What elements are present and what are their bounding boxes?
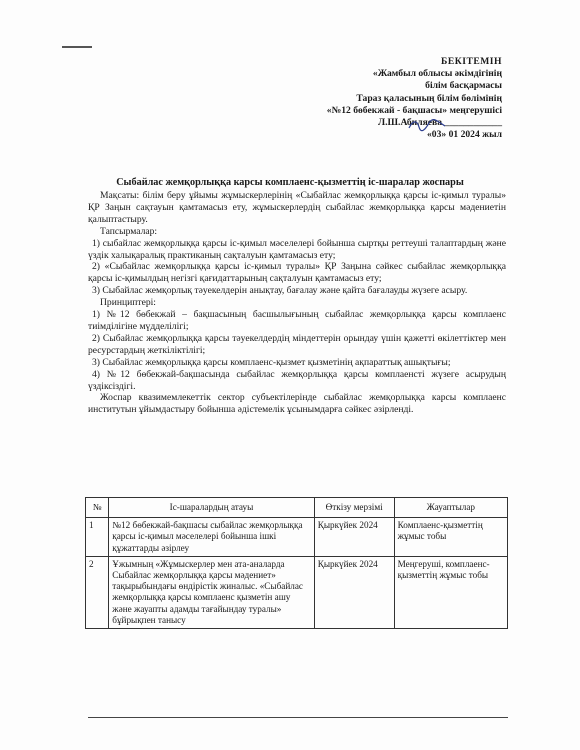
- principle-item-2: 2) Сыбайлас жемқорлыққа қарсы тәуекелдердің міндеттерін орындау үшін қажетті өкілеттіктер мен ресурстардың жеткіліктілігі;: [88, 332, 506, 356]
- row-deadline: Қыркүйек 2024: [314, 556, 394, 628]
- table-row: [86, 556, 508, 628]
- row-activity: №12 бөбекжай-бақшасы сыбайлас жемқорлыққа қарсы іс-қимыл мәселелері бойынша ішкі құжаттарды әзірлеу: [109, 518, 314, 557]
- header-responsible: Жауаптылар: [394, 498, 507, 518]
- principle-item-3: 3) Сыбайлас жемқорлыққа қарсы комплаенс-қызмет қызметінің ақпараттық ашықтығы;: [92, 356, 451, 368]
- plan-note-paragraph: Жоспар квазимемлекеттік сектор субъектілерінде сыбайлас жемқорлыққа карсы комплаенс институтын ұйымдастыру бойынша әдістемелік ұсынымдарға сәйкес әзірленді.: [88, 392, 506, 416]
- director-name: Л.Ш.Абиляева: [377, 117, 443, 129]
- table-header-row: [86, 498, 508, 518]
- row-number: 2: [86, 556, 109, 628]
- header-deadline: Өткізу мерзімі: [314, 498, 394, 518]
- document-body: [88, 190, 506, 416]
- row-responsible: Комплаенс-қызметтің жұмыс тобы: [394, 518, 507, 557]
- approval-line-2: білім басқармасы: [425, 80, 502, 92]
- principles-heading: Принциптері:: [100, 297, 156, 309]
- activities-table: [85, 497, 508, 629]
- task-item-1: 1) сыбайлас жемқорлыққа қарсы іс-қимыл мәселелері бойынша сыртқы реттеуші талаптардың және үздік халықаралық практиканың сақталуын қамтамасыз ету;: [88, 237, 506, 261]
- top-rule: [62, 46, 92, 48]
- approval-line-3: Тараз қаласының білім бөлімінің: [356, 92, 502, 104]
- table-row: [86, 518, 508, 557]
- approval-line-4: «№12 бөбекжай - бақшасы» меңгерушісі: [326, 104, 502, 116]
- approval-date: «03» 01 2024 жыл: [427, 129, 502, 141]
- row-activity: Ұжымның «Жұмыскерлер мен ата-аналарда Сыбайлас жемқорлыққа қарсы мәдениет» тақырыбындағы өндірістік жиналыс. «Сыбайлас жемқорлыққа қарсы комплаенс қызметін ашу және жауапты адамды тағайындау туралы» бұйрықпен танысу: [109, 556, 314, 628]
- task-item-3: 3) Сыбайлас жемқорлық тәуекелдерін анықтау, бағалау және қайта бағалауды жүзеге асыру.: [92, 285, 468, 297]
- tasks-heading: Тапсырмалар:: [100, 225, 158, 237]
- goal-paragraph: Мақсаты: білім беру ұйымы жұмыскерлерінің «Сыбайлас жемқорлыққа қарсы іс-қимыл туралы» ҚР Заңын сақтауын қамтамасыз ету, жұмыскерлердің сыбайлас жемқорлыққа қарсы мәдениетін қалыптастыру.: [88, 190, 506, 225]
- signature-image: [407, 118, 447, 132]
- row-deadline: Қыркүйек 2024: [314, 518, 394, 557]
- approval-heading: БЕКІТЕМІН: [441, 56, 502, 67]
- task-item-2: 2) «Сыбайлас жемқорлыққа қарсы іс-қимыл туралы» ҚР Заңына сәйкес сыбайлас жемқорлыққа қарсы іс-қимылдың негізгі қағидаттарының сақталуын қамтамасыз ету;: [88, 261, 506, 285]
- principle-item-1: 1) №12 бөбекжай – бақшасының басшылығының сыбайлас жемқорлыққа қарсы комплаенс тиімділігіне мүдделілігі;: [88, 309, 506, 332]
- header-activity-name: Іс-шаралардың атауы: [109, 498, 314, 518]
- approval-line-1: «Жамбыл облысы әкімдігінің: [372, 68, 502, 80]
- principle-item-4: 4) №12 бөбекжай-бақшасында сыбайлас жемқорлыққа қарсы комплаенсті жүзеге асырудың үздіксіздігі.: [88, 368, 506, 392]
- approval-name: Л.Ш.Абиляева ____________: [377, 117, 502, 129]
- header-number: №: [86, 498, 109, 518]
- row-responsible: Меңгеруші, комплаенс-қызметтің жұмыс тобы: [394, 556, 507, 628]
- bottom-rule: [88, 717, 508, 718]
- document-title: Сыбайлас жемқорлыққа карсы комплаенс-қызметтің іс-шаралар жоспары: [116, 177, 464, 188]
- row-number: 1: [86, 518, 109, 557]
